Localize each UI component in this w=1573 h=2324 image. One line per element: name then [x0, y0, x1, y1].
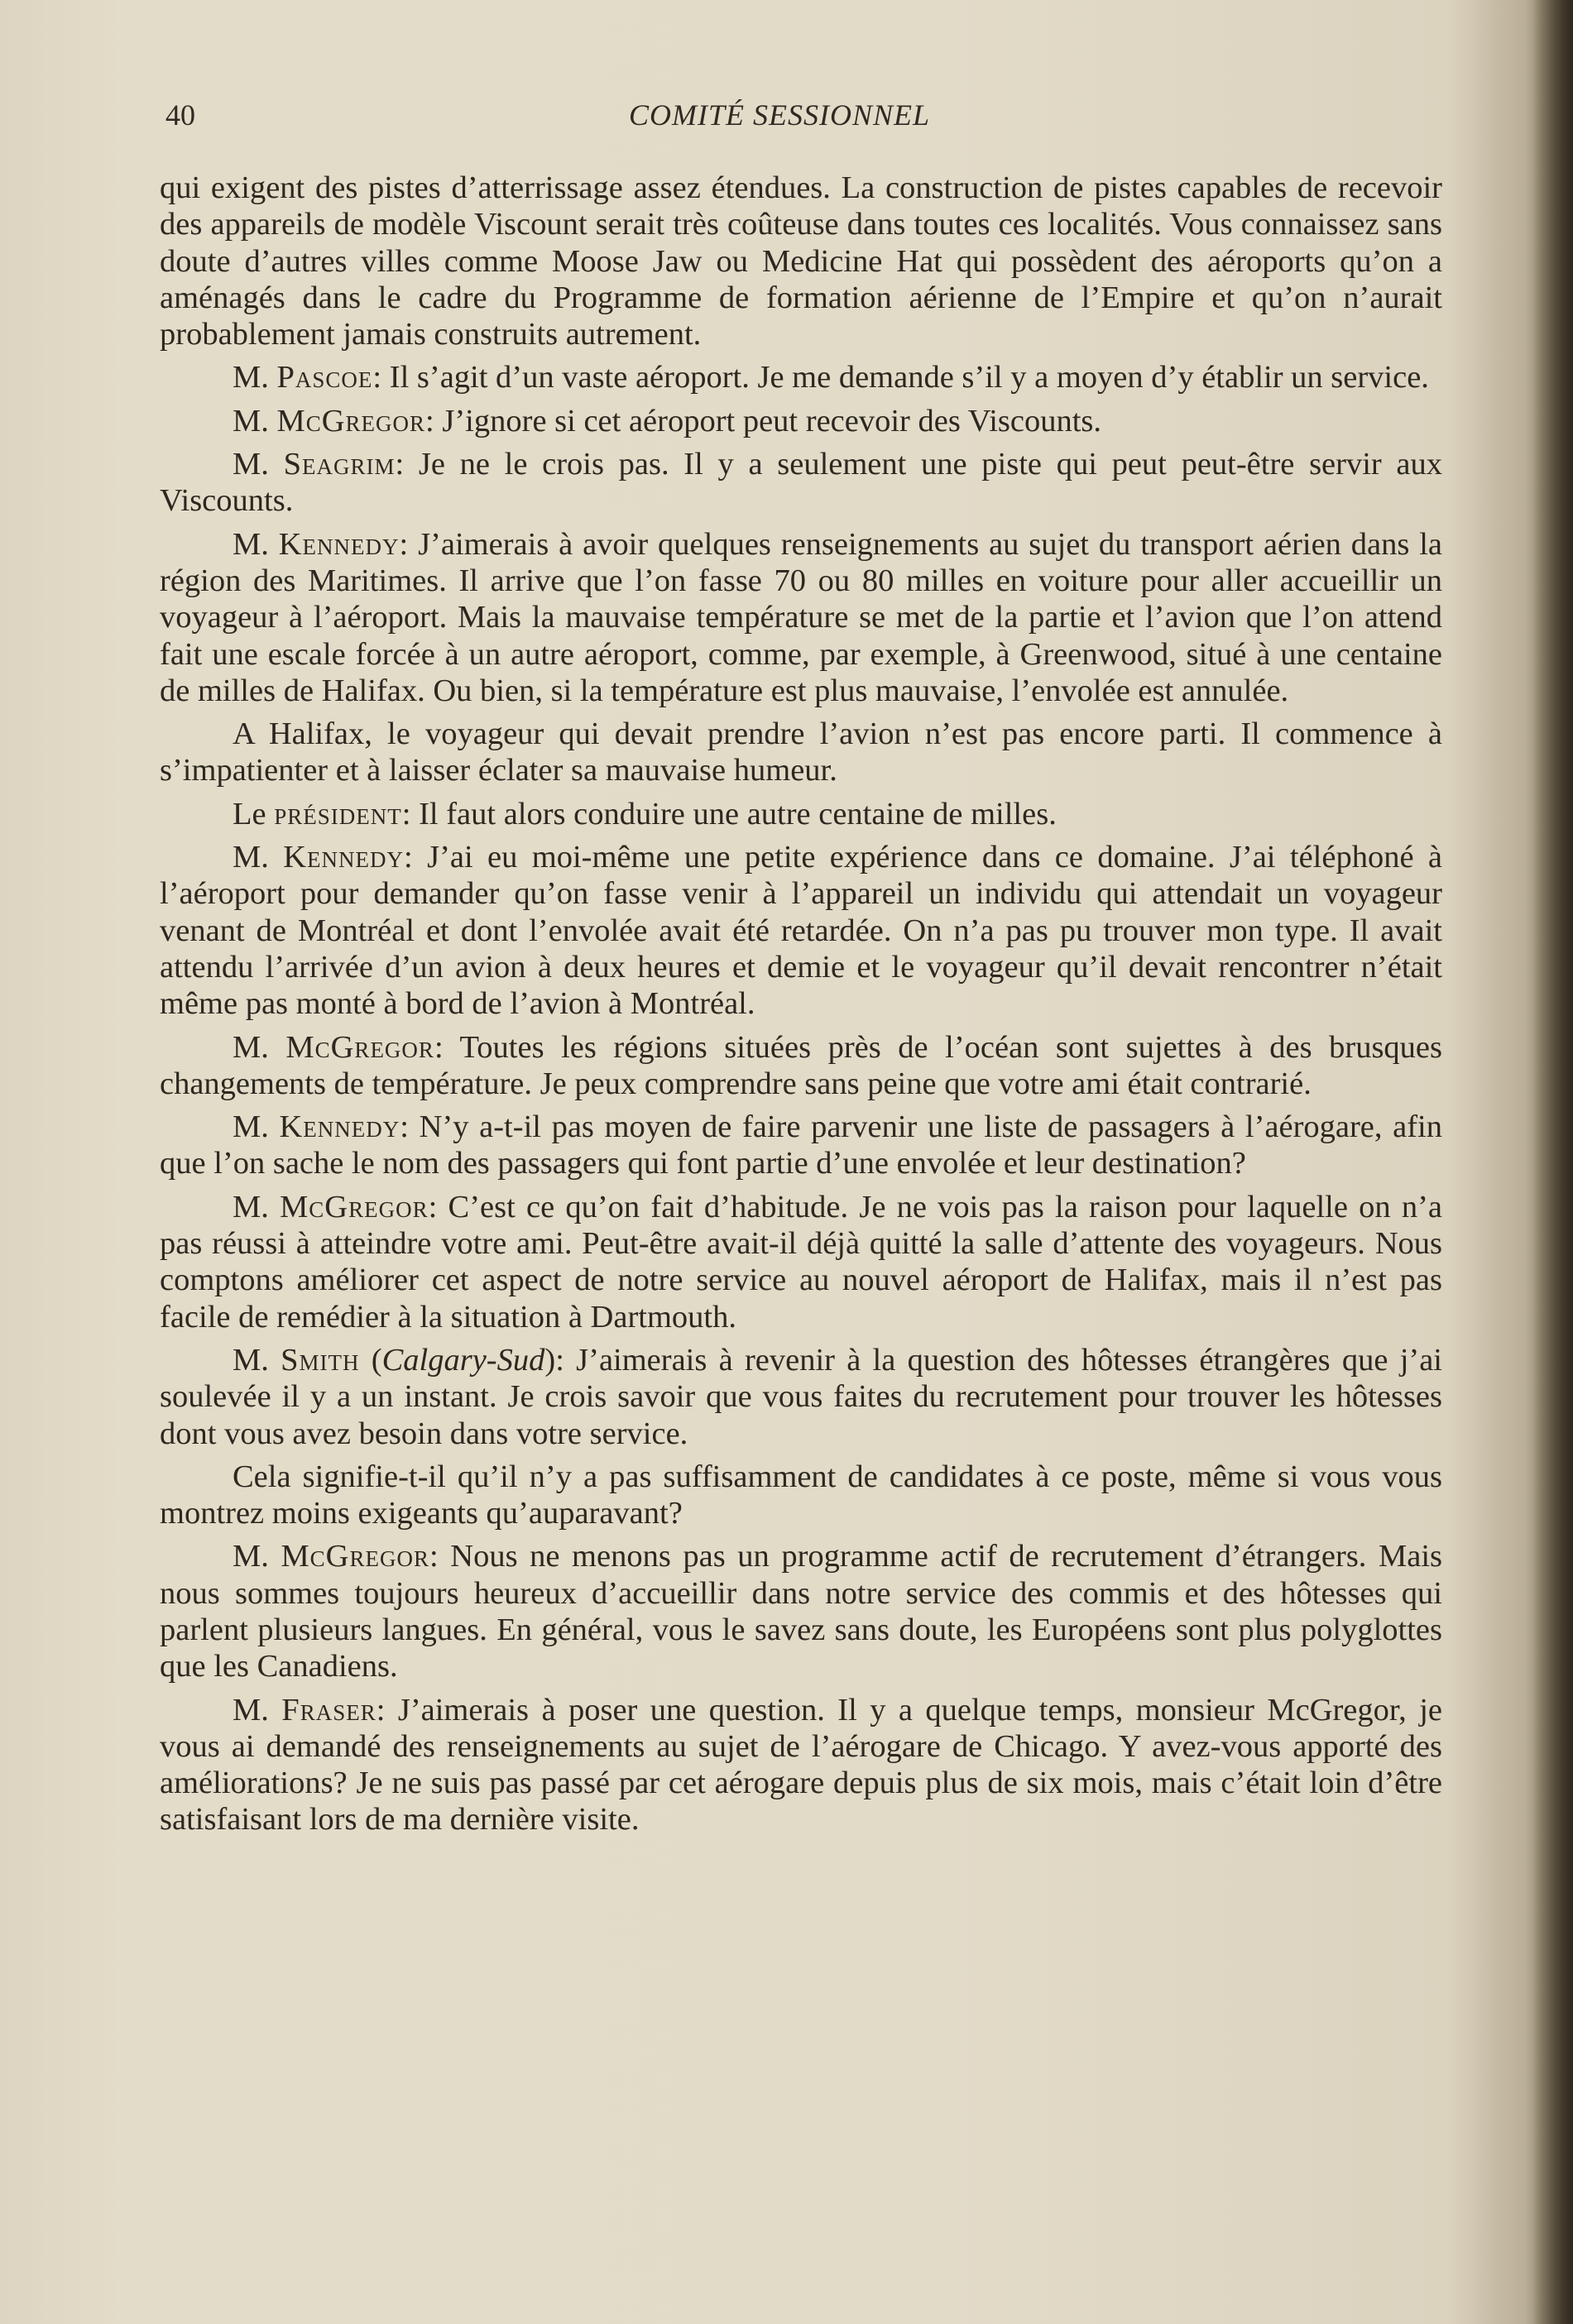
- paragraph: M. Pascoe: Il s’agit d’un vaste aéroport. Je me demande s’il y a moyen d’y établir un service.: [233, 360, 1429, 395]
- paragraph: A Halifax, le voyageur qui devait prendre l’avion n’est pas encore parti. Il commence à s’impatienter et à laisser éclater sa mauvaise humeur.: [160, 716, 1442, 788]
- speaker-name: McGregor: [285, 1029, 434, 1065]
- speaker-name: McGregor: [281, 1539, 429, 1574]
- speaker-name: Kennedy: [283, 840, 405, 875]
- paragraph: M. Seagrim: Je ne le crois pas. Il y a seulement une piste qui peut peut-être servir aux Viscounts.: [160, 447, 1443, 519]
- speaker-name: McGregor: [280, 1189, 429, 1224]
- speaker-name: Pascoe: [276, 360, 373, 395]
- paragraph: M. McGregor: Toutes les régions situées près de l’océan sont sujettes à des brusques changements de température. Je peux comprendre sans peine que votre ami était contrarié.: [160, 1029, 1442, 1101]
- speaker-name: Kennedy: [278, 526, 400, 562]
- page-binding-shadow: [1533, 0, 1573, 2324]
- speaker-name: Kennedy: [279, 1109, 400, 1145]
- speaker-name: Smith: [281, 1342, 360, 1378]
- paragraph: M. Fraser: J’aimerais à poser une question. Il y a quelque temps, monsieur McGregor, je vous ai demandé des renseignements au sujet de l’aérogare de Chicago. Y avez-vous apporté des améliorations? Je ne suis pas passé par cet aérogare depuis plus de six mois, mais c’était loin d’être satisfaisant lors de ma dernière visite.: [160, 1692, 1443, 1838]
- body-text: [160, 170, 1442, 1845]
- speaker-name: McGregor: [276, 403, 426, 438]
- riding-name: Calgary-Sud: [381, 1342, 545, 1378]
- page-number: 40: [165, 98, 195, 132]
- speaker-name: Fraser: [281, 1692, 376, 1727]
- paragraph: M. McGregor: C’est ce qu’on fait d’habitude. Je ne vois pas la raison pour laquelle on n’a pas réussi à atteindre votre ami. Peut-être avait-il déjà quitté la salle d’attente des voyageurs. Nous comptons améliorer cet aspect de notre service au nouvel aéroport de Halifax, mais il n’est pas facile de remédier à la situation à Dartmouth.: [160, 1189, 1442, 1335]
- page-header: [165, 98, 1448, 139]
- paragraph: M. Smith (Calgary-Sud): J’aimerais à revenir à la question des hôtesses étrangères que j’ai soulevée il y a un instant. Je crois savoir que vous faites du recrutement pour trouver les hôtesses dont vous avez besoin dans votre service.: [160, 1342, 1442, 1451]
- paragraph: Cela signifie-t-il qu’il n’y a pas suffisamment de candidates à ce poste, même si vous vous montrez moins exigeants qu’auparavant?: [160, 1459, 1442, 1531]
- paragraph: qui exigent des pistes d’atterrissage assez étendues. La construction de pistes capables de recevoir des appareils de modèle Viscount serait très coûteuse dans toutes ces localités. Vous connaissez sans doute d’autres villes comme Moose Jaw ou Medicine Hat qui possèdent des aéroports qu’on a aménagés dans le cadre du Programme de formation aérienne de l’Empire et qu’on n’aurait probablement jamais construits autrement.: [160, 170, 1442, 352]
- paragraph: M. Kennedy: J’ai eu moi-même une petite expérience dans ce domaine. J’ai téléphoné à l’aéroport pour demander qu’on fasse venir à l’appareil un individu qui attendait un voyageur venant de Montréal et dont l’envolée avait été retardée. On n’a pas pu trouver mon type. Il avait attendu l’arrivée d’un avion à deux heures et demie et le voyageur qu’il devait rencontrer n’était même pas monté à bord de l’avion à Montréal.: [160, 840, 1442, 1022]
- speaker-name: Seagrim: [283, 447, 396, 482]
- paragraph: M. Kennedy: J’aimerais à avoir quelques renseignements au sujet du transport aérien dans la région des Maritimes. Il arrive que l’on fasse 70 ou 80 milles en voiture pour aller accueillir un voyageur à l’aéroport. Mais la mauvaise température se met de la partie et l’avion que l’on attend fait une escale forcée à un autre aéroport, comme, par exemple, à Greenwood, situé à une centaine de milles de Halifax. Ou bien, si la température est plus mauvaise, l’envolée est annulée.: [160, 526, 1442, 708]
- paragraph: Le président: Il faut alors conduire une autre centaine de milles.: [233, 796, 1057, 831]
- speaker-name: président: [274, 796, 402, 831]
- paragraph: M. McGregor: Nous ne menons pas un programme actif de recrutement d’étrangers. Mais nous sommes toujours heureux d’accueillir dans notre service des commis et des hôtesses qui parlent plusieurs langues. En général, vous le savez sans doute, les Européens sont plus polyglottes que les Canadiens.: [160, 1539, 1443, 1684]
- paragraph: M. Kennedy: N’y a-t-il pas moyen de faire parvenir une liste de passagers à l’aérogare, afin que l’on sache le nom des passagers qui font partie d’une envolée et leur destination?: [160, 1109, 1443, 1181]
- paragraph: M. McGregor: J’ignore si cet aéroport peut recevoir des Viscounts.: [233, 403, 1102, 438]
- running-head: COMITÉ SESSIONNEL: [629, 98, 931, 132]
